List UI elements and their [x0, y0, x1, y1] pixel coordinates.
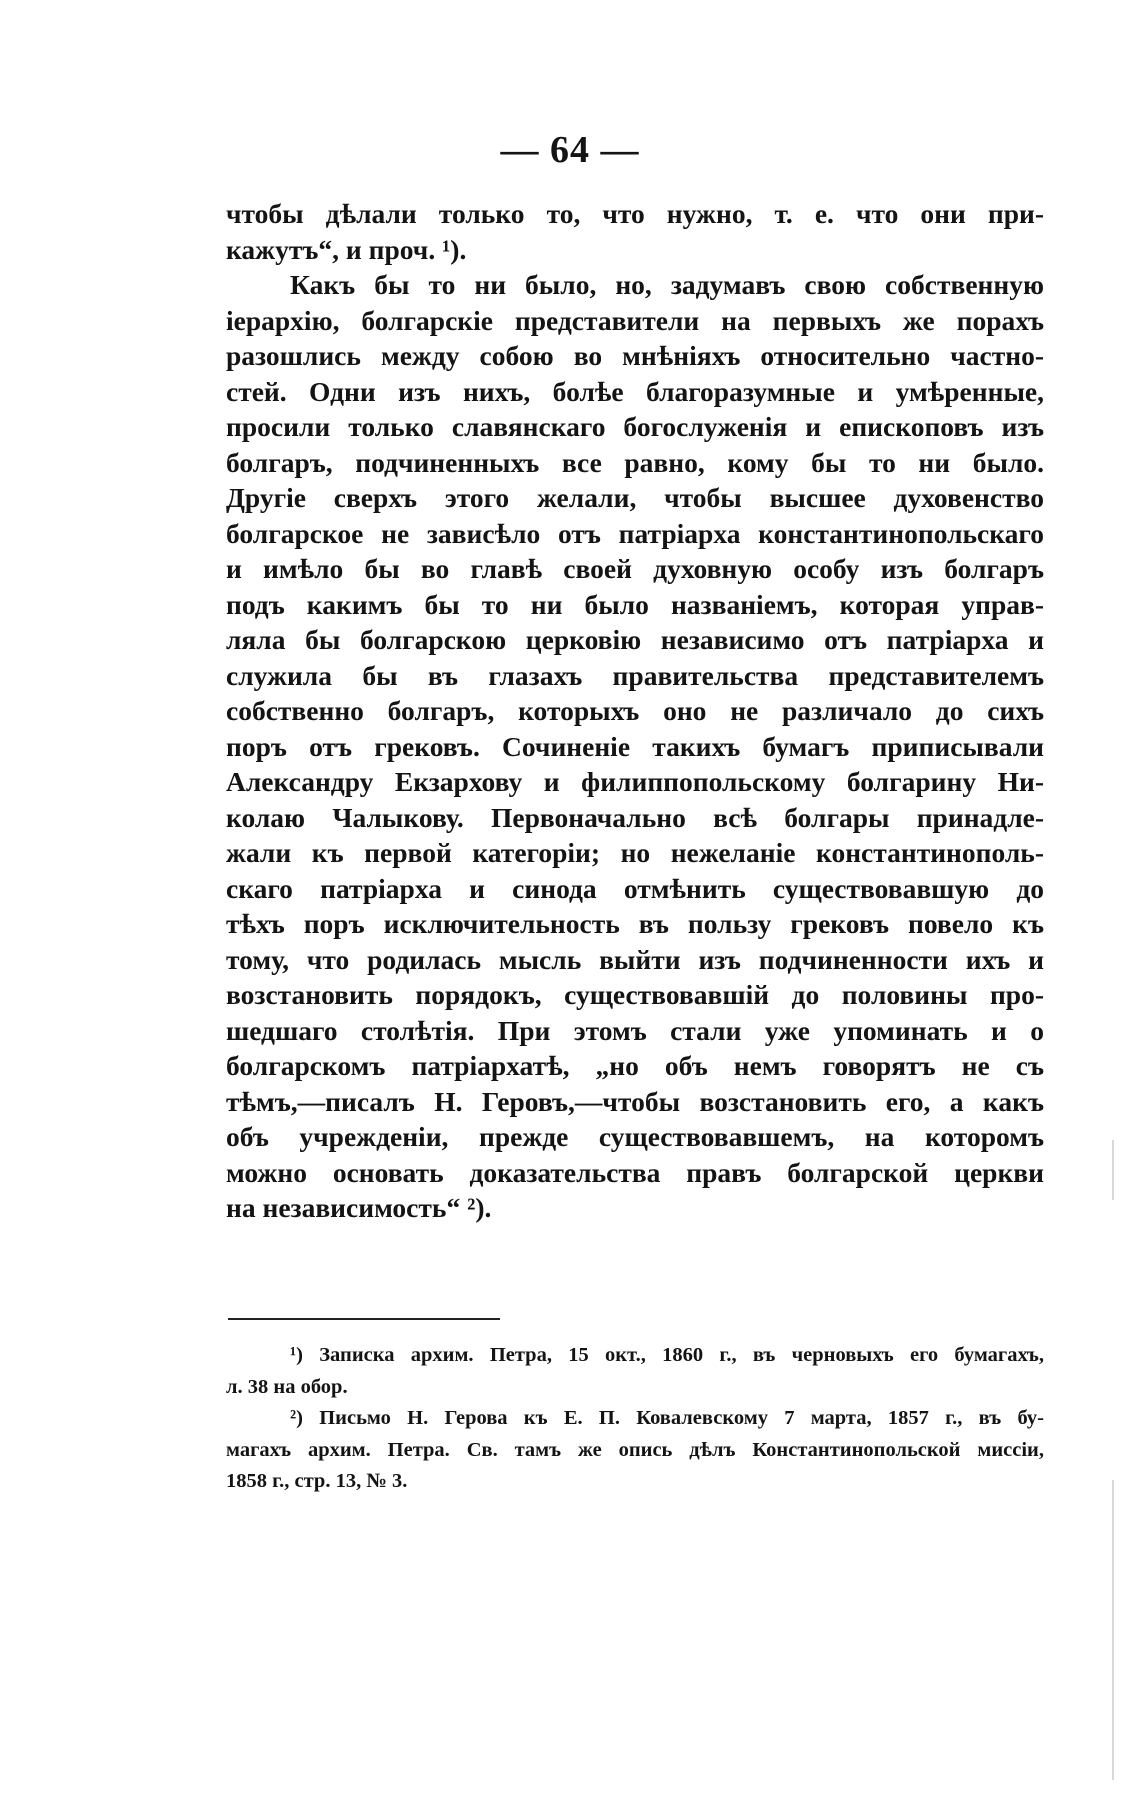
text-line: шедшаго столѣтія. При этомъ стали уже упоминать и о: [226, 1014, 1044, 1046]
text-line: болгарское не зависѣло отъ патріарха константинопольскаго: [226, 517, 1044, 549]
text-line: чтобы дѣлали только то, что нужно, т. е. что они при-: [226, 198, 1044, 229]
footnote-line: л. 38 на обор.: [226, 1375, 348, 1398]
text-line: просили только славянскаго богослуженія и епископовъ изъ: [226, 411, 1044, 442]
text-line: подъ какимъ бы то ни было названіемъ, которая управ-: [226, 588, 1044, 620]
text-line: на независимость“ ²).: [226, 1192, 492, 1223]
text-line: Какъ бы то ни было, но, задумавъ свою собственную: [290, 269, 1044, 300]
footnote-line: ²) Письмо Н. Герова къ Е. П. Ковалевскому 7 марта, 1857 г., въ бу-: [290, 1407, 1044, 1429]
footnote-line: 1858 г., стр. 13, № 3.: [226, 1470, 408, 1492]
text-line: кажутъ“, и проч. ¹).: [226, 233, 467, 265]
text-line: стей. Одни изъ нихъ, болѣе благоразумные и умѣренные,: [226, 375, 1044, 407]
text-line: и имѣло бы во главѣ своей духовную особу изъ болгаръ: [226, 553, 1044, 584]
text-line: Другіе сверхъ этого желали, чтобы высшее духовенство: [226, 482, 1044, 513]
footnotes: [226, 1340, 1044, 1498]
text-line: ляла бы болгарскою церковію независимо отъ патріарха и: [226, 624, 1044, 655]
text-line: тѣхъ поръ исключительность въ пользу грековъ повело къ: [226, 908, 1044, 939]
text-line: тому, что родилась мысль выйти изъ подчиненности ихъ и: [226, 943, 1044, 975]
text-line: поръ отъ грековъ. Сочиненіе такихъ бумагъ приписывали: [226, 730, 1044, 762]
text-line: разошлись между собою во мнѣніяхъ относительно частно-: [226, 340, 1044, 371]
page-number: — 64 —: [500, 129, 640, 171]
text-line: скаго патріарха и синода отмѣнить существовавшую до: [226, 872, 1044, 904]
text-line: объ учрежденіи, прежде существовавшемъ, на которомъ: [226, 1121, 1044, 1152]
text-line: болгаръ, подчиненныхъ все равно, кому бы то ни было.: [226, 446, 1044, 478]
text-line: іерархію, болгарскіе представители на первыхъ же порахъ: [226, 304, 1044, 336]
text-line: колаю Чалыкову. Первоначально всѣ болгары принадле-: [226, 801, 1044, 833]
scan-edge-mark: [1112, 1480, 1114, 1780]
text-line: можно основать доказательства правъ болгарской церкви: [226, 1156, 1044, 1188]
text-line: Александру Екзархову и филиппопольскому болгарину Ни-: [226, 766, 1044, 797]
scan-edge-mark: [1112, 1140, 1114, 1200]
body-text: [226, 196, 1044, 1226]
text-line: возстановить порядокъ, существовавшій до половины про-: [226, 979, 1044, 1010]
text-line: собственно болгаръ, которыхъ оно не различало до сихъ: [226, 695, 1044, 726]
text-line: жали къ первой категоріи; но нежеланіе константинополь-: [226, 837, 1044, 868]
text-line: болгарскомъ патріархатѣ, „но объ немъ говорятъ не съ: [226, 1050, 1044, 1081]
text-line: тѣмъ,—писалъ Н. Геровъ,—чтобы возстановить его, а какъ: [226, 1085, 1044, 1117]
footnote-line: магахъ архим. Петра. Св. тамъ же опись дѣлъ Константинопольской миссіи,: [226, 1438, 1044, 1461]
text-line: служила бы въ глазахъ правительства представителемъ: [226, 659, 1044, 691]
footnote-line: ¹) Записка архим. Петра, 15 окт., 1860 г., въ черновыхъ его бумагахъ,: [290, 1344, 1044, 1366]
footnote-divider: [228, 1318, 500, 1320]
